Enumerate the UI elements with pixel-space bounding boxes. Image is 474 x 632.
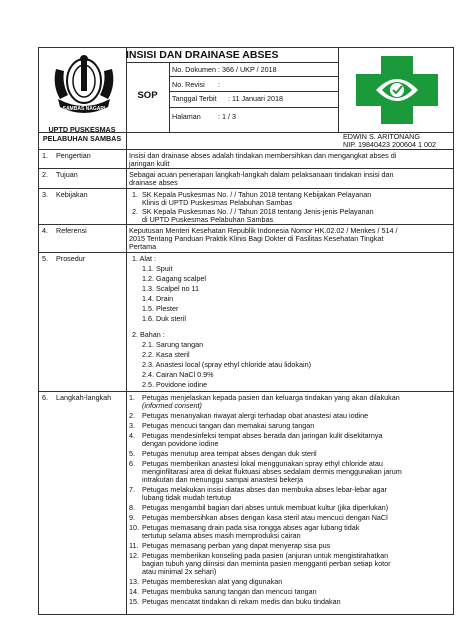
- step-number: 13.: [129, 577, 139, 586]
- kebijakan-item-number: 2.: [132, 207, 138, 216]
- step-line: lubang tidak mudah tertutup: [142, 493, 232, 502]
- step-number: 9.: [129, 513, 135, 522]
- step-number: 12.: [129, 551, 139, 560]
- kebijakan-item-number: 1.: [132, 190, 138, 199]
- field-value-doc-number: : 366 / UKP / 2018: [218, 65, 277, 74]
- step-line: Petugas menanyakan riwayat alergi terhadap obat anastesi atau iodine: [142, 411, 369, 420]
- kebijakan-item-line: Klinis di UPTD Puskesmas Pelabuhan Sambas: [142, 198, 293, 207]
- field-label-issue-date: Tanggal Terbit: [172, 94, 217, 103]
- sop-document: [38, 47, 454, 615]
- pengertian-text-line: jaringan kulit: [129, 159, 170, 168]
- alat-item: 1.6. Duk steril: [142, 314, 186, 323]
- step-line: Petugas memasang perban yang dapat menyerap sisa pus: [142, 541, 331, 550]
- step-line: bagian tubuh yang diinsisi dan meminta pasien mengganti perban setiap kotor: [142, 559, 391, 568]
- step-line: intrakutan dan menunggu sampai anastesi bekerja: [142, 475, 304, 484]
- document-title: INSISI DAN DRAINASE ABSES: [126, 49, 279, 61]
- kebijakan-item-line: SK Kepala Puskesmas No. / / Tahun 2018 tentang Jenis-jenis Pelayanan: [142, 207, 374, 216]
- tujuan-text-line: drainase abses: [129, 178, 178, 187]
- signer-name: EDWIN S. ARITONANG: [343, 132, 420, 141]
- svg-text:SAMBAS NAGARI: SAMBAS NAGARI: [62, 106, 106, 112]
- step-number: 5.: [129, 449, 135, 458]
- bahan-item: 2.5. Povidone iodine: [142, 380, 208, 389]
- field-label-page: Halaman: [172, 112, 201, 121]
- step-line: (informed consent): [142, 401, 202, 410]
- step-number: 1.: [129, 393, 135, 402]
- step-number: 14.: [129, 587, 139, 596]
- row-number: 6.: [42, 393, 48, 402]
- referensi-text-line: 2015 Tentang Panduan Praktik Klinis Bagi Dokter di Fasilitas Kesehatan Tingkat: [129, 234, 384, 243]
- step-line: atau minimal 2x sehari): [142, 567, 217, 576]
- step-line: Petugas menutup area tempat abses dengan duk steril: [142, 449, 317, 458]
- step-line: menginfiltarasi area di dekat fluktuasi abses sedalam dermis menggunakan jarum: [142, 467, 402, 476]
- kabupaten-sambas-logo-icon: [48, 51, 120, 119]
- step-line: Petugas mengambil bagian dari abses untuk membuat kultur (jika diperlukan): [142, 503, 389, 512]
- bahan-item: 2.2. Kasa steril: [142, 350, 190, 359]
- step-number: 6.: [129, 459, 135, 468]
- row-label-kebijakan: Kebijakan: [56, 190, 88, 199]
- kebijakan-item-line: di UPTD Puskesmas Pelabuhan Sambas: [142, 215, 274, 224]
- step-line: dengan povidone iodine: [142, 439, 219, 448]
- row-label-prosedur: Prosedur: [56, 254, 86, 263]
- field-value-page: : 1 / 3: [218, 112, 236, 121]
- row-number: 1.: [42, 151, 48, 160]
- row-number: 4.: [42, 226, 48, 235]
- row-number: 5.: [42, 254, 48, 263]
- bahan-item: 2.1. Sarung tangan: [142, 340, 204, 349]
- step-number: 11.: [129, 541, 139, 550]
- step-line: Petugas melakukan insisi diatas abses dan membuka abses lebar-lebar agar: [142, 485, 387, 494]
- bahan-item: 2.4. Cairan NaCl 0.9%: [142, 370, 214, 379]
- field-value-issue-date: : 11 Januari 2018: [228, 94, 284, 103]
- bahan-heading: 2. Bahan :: [132, 330, 165, 339]
- sop-label: SOP: [137, 90, 158, 101]
- row-number: 2.: [42, 170, 48, 179]
- pengertian-text-line: Insisi dan drainase abses adalah tindakan membersihkan dan mengangkat abses di: [129, 151, 397, 160]
- puskesmas-logo-icon: [352, 52, 442, 128]
- signer-nip: NIP. 19840423 200604 1 002: [343, 140, 436, 149]
- row-label-referensi: Referensi: [56, 226, 87, 235]
- field-label-doc-number: No. Dokumen: [172, 65, 216, 74]
- step-line: Petugas membereskan alat yang digunakan: [142, 577, 283, 586]
- alat-item: 1.1. Spuit: [142, 264, 173, 273]
- step-line: Petugas memberikan anastesi lokal menggunakan spray ethyl chloride atau: [142, 459, 383, 468]
- tujuan-text-line: Sebagai acuan penerapan langkah-langkah dalam pelaksanaan tindakan insisi dan: [129, 170, 394, 179]
- row-label-tujuan: Tujuan: [56, 170, 78, 179]
- step-line: Petugas mencatat tindakan di rekam medis dan buku tindakan: [142, 597, 341, 606]
- step-line: Petugas membersihkan abses dengan kasa steril atau mencuci dengan NaCl: [142, 513, 388, 522]
- step-line: Petugas membuka sarung tangan dan mencuci tangan: [142, 587, 317, 596]
- step-number: 8.: [129, 503, 135, 512]
- step-line: Petugas mendesinfeksi tempat abses berada dan jaringan kulit disekitarnya: [142, 431, 383, 440]
- kebijakan-item-line: SK Kepala Puskesmas No. / / Tahun 2018 tentang Kebijakan Pelayanan: [142, 190, 372, 199]
- alat-item: 1.4. Drain: [142, 294, 174, 303]
- step-number: 7.: [129, 485, 135, 494]
- referensi-text-line: Pertama: [129, 242, 157, 251]
- alat-item: 1.2. Gagang scalpel: [142, 274, 206, 283]
- step-line: Petugas memberikan konseling pada pasien (anjuran untuk mengistirahatkan: [142, 551, 389, 560]
- step-line: Petugas memasang drain pada sisa rongga abses agar lubang tidak: [142, 523, 360, 532]
- field-value-revision: :: [218, 80, 220, 89]
- row-number: 3.: [42, 190, 48, 199]
- row-label-pengertian: Pengertian: [56, 151, 91, 160]
- step-line: tertutup selama abses masih memproduksi cairan: [142, 531, 301, 540]
- step-number: 15.: [129, 597, 139, 606]
- step-number: 2.: [129, 411, 135, 420]
- alat-heading: 1. Alat :: [132, 254, 156, 263]
- step-line: Petugas menjelaskan kepada pasien dan keluarga tindakan yang akan dilakukan: [142, 393, 400, 402]
- alat-item: 1.3. Scalpel no 11: [142, 284, 200, 293]
- step-number: 10.: [129, 523, 139, 532]
- step-line: Petugas mencuci tangan dan memakai sarung tangan: [142, 421, 315, 430]
- alat-item: 1.5. Plester: [142, 304, 179, 313]
- step-number: 4.: [129, 431, 135, 440]
- field-label-revision: No. Revisi: [172, 80, 205, 89]
- bahan-item: 2.3. Anastesi local (spray ethyl chloride atau lidokain): [142, 360, 311, 369]
- row-label-langkah: Langkah-langkah: [56, 393, 112, 402]
- step-number: 3.: [129, 421, 135, 430]
- organization-name: UPTD PUSKESMAS PELABUHAN SAMBAS: [42, 125, 122, 143]
- referensi-text-line: Keputusan Menteri Kesehatan Republik Indonesia Nomor HK.02.02 / Menkes / 514 /: [129, 226, 398, 235]
